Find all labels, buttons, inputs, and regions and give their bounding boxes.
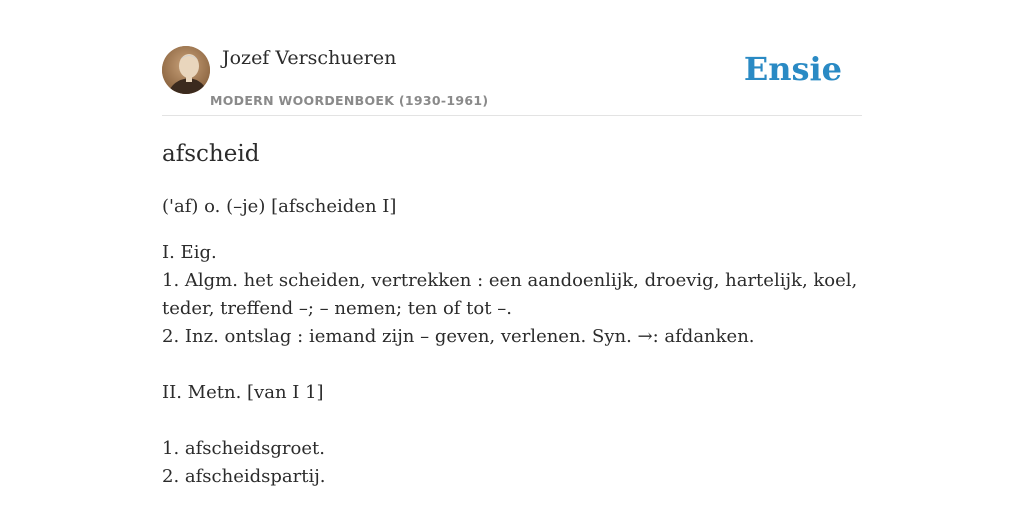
author-avatar[interactable]: [162, 46, 210, 94]
sense-line: 2. Inz. ontslag : iemand zijn – geven, verlenen. Syn. →: afdanken.: [162, 326, 755, 347]
author-portrait-icon: [162, 46, 210, 94]
entry-headword: afscheid: [162, 141, 260, 167]
spacer: [162, 351, 852, 379]
dictionary-source[interactable]: MODERN WOORDENBOEK (1930-1961): [210, 93, 489, 108]
author-name[interactable]: Jozef Verschueren: [222, 47, 397, 69]
compound-item: 2. afscheidspartij.: [162, 466, 326, 487]
sense-line: teder, treffend –; – nemen; ten of tot –.: [162, 298, 512, 319]
page-header: [162, 0, 862, 116]
sense-line: 1. Algm. het scheiden, vertrekken : een aandoenlijk, droevig, hartelijk, koel,: [162, 270, 858, 291]
ensie-logo[interactable]: Ensie: [743, 50, 842, 88]
compound-item: 1. afscheidsgroet.: [162, 438, 325, 459]
entry-definition: [162, 239, 858, 491]
page-container: [162, 0, 862, 487]
entry-pronunciation: ('af) o. (–je) [afscheiden I]: [162, 196, 397, 217]
spacer: [162, 407, 852, 435]
sense-heading: II. Metn. [van I 1]: [162, 382, 324, 403]
sense-heading: I. Eig.: [162, 242, 217, 263]
